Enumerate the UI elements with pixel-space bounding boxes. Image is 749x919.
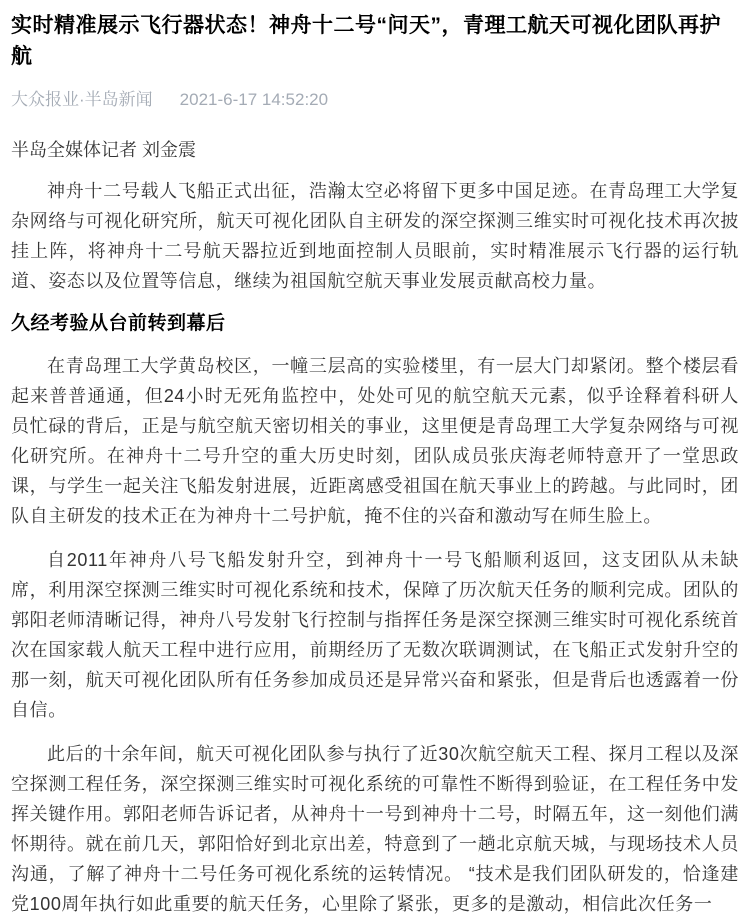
paragraph: 在青岛理工大学黄岛校区，一幢三层高的实验楼里，有一层大门却紧闭。整个楼层看起来普普通通，但24小时无死角监控中，处处可见的航空航天元素，似乎诠释着科研人员忙碌的背后，正是与航空航天密切相关的事业，这里便是青岛理工大学复杂网络与可视化研究所。在神舟十二号升空的重大历史时刻，团队成员张庆海老师特意开了一堂思政课，与学生一起关注飞船发射进展，近距离感受祖国在航天事业上的跨越。与此同时，团队自主研发的技术正在为神舟十二号护航，掩不住的兴奋和激动写在师生脸上。 (11, 356, 739, 526)
article-title: 实时精准展示飞行器状态！神舟十二号“问天”，青理工航天可视化团队再护航 (11, 14, 721, 68)
article (0, 10, 749, 919)
section-heading: 久经考验从台前转到幕后 (11, 313, 226, 334)
publish-time: 2021-6-17 14:52:20 (179, 90, 329, 109)
paragraph: 此后的十余年间，航天可视化团队参与执行了近30次航空航天工程、探月工程以及深空探测工程任务，深空探测三维实时可视化系统的可靠性不断得到验证，在工程任务中发挥关键作用。郭阳老师告诉记者，从神舟十一号到神舟十二号，时隔五年，这一刻他们满怀期待。就在前几天，郭阳恰好到北京出差，特意到了一趟北京航天城，与现场技术人员沟通，了解了神舟十二号任务可视化系统的运转情况。 “技术是我们团队研发的，恰逢建党100周年执行如此重要的航天任务，心里除了紧张，更多的是激动，相信此次任务一 (11, 744, 739, 914)
paragraph-intro: 神舟十二号载人飞船正式出征，浩瀚太空必将留下更多中国足迹。在青岛理工大学复杂网络与可视化研究所，航天可视化团队自主研发的深空探测三维实时可视化技术再次披挂上阵，将神舟十二号航天器拉近到地面控制人员眼前，实时精准展示飞行器的运行轨道、姿态以及位置等信息，继续为祖国航空航天事业发展贡献高校力量。 (11, 181, 739, 291)
byline: 半岛全媒体记者 刘金震 (11, 140, 196, 160)
source-label: 大众报业·半岛新闻 (11, 90, 153, 109)
paragraph: 自2011年神舟八号飞船发射升空，到神舟十一号飞船顺利返回，这支团队从未缺席，利用深空探测三维实时可视化系统和技术，保障了历次航天任务的顺利完成。团队的郭阳老师清晰记得，神舟八号发射飞行控制与指挥任务是深空探测三维实时可视化系统首次在国家载人航天工程中进行应用，前期经历了无数次联调测试，在飞船正式发射升空的那一刻，航天可视化团队所有任务参加成员还是异常兴奋和紧张，但是背后也透露着一份自信。 (11, 550, 739, 720)
article-meta (11, 88, 739, 112)
